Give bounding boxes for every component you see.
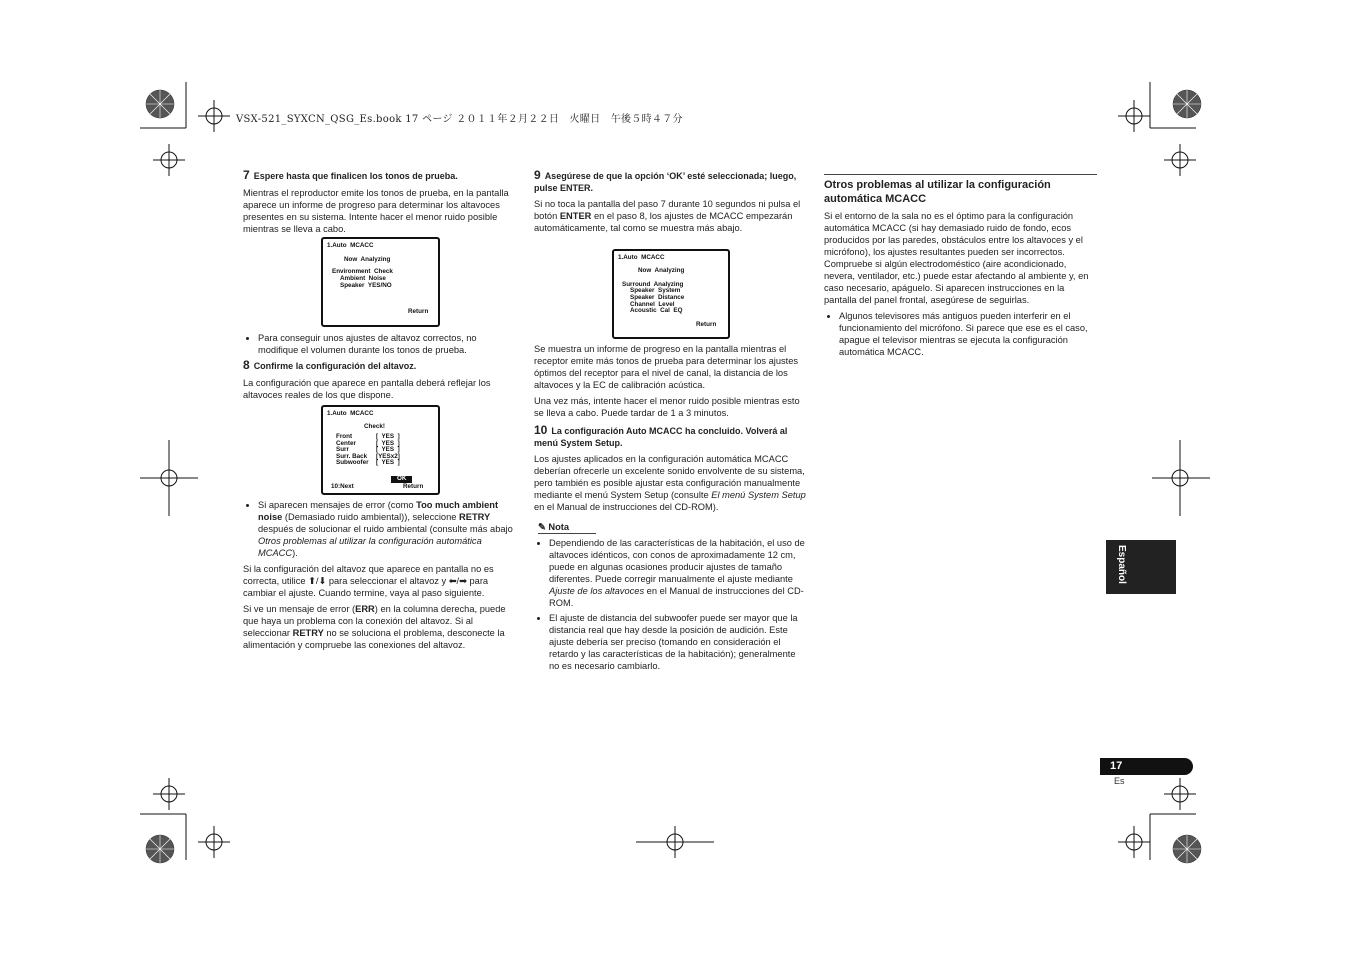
column-2-bottom (534, 343, 806, 676)
step-9-body: Si no toca la pantalla del paso 7 durante 10 segundos ni pulsa el botón ENTER en el paso 8, los ajustes de MCACC empezarán automáticamente, tal como se muestra más abajo. (534, 199, 801, 233)
section-title: Otros problemas al utilizar la configuración automática MCACC (824, 179, 1051, 205)
paragraph-progress: Se muestra un informe de progreso en la pantalla mientras el receptor emite más tonos de prueba para determinar los ajustes óptimos del receptor para el nivel de canal, la distancia de los altavoces y la EC de calibración acústica. (534, 344, 799, 390)
note-item-1: • Dependiendo de las características de la habitación, el uso de altavoces idénticos, con conos de aproximadamente 12 cm, puede en algunas ocasiones producir ajustes de tamaño diferentes. Puede corregir manualmente el ajuste mediante Ajuste de los altavoces en el Manual de instrucciones del CD-ROM. (549, 537, 806, 609)
ok-button[interactable]: OK (391, 476, 412, 483)
step-10-heading: 10 La configuración Auto MCACC ha concluido. Volverá al menú System Setup. (534, 423, 788, 448)
step-9-heading: 9 Asegúrese de que la opción ‘OK’ esté seleccionada; luego, pulse ENTER. (534, 168, 797, 193)
bullet-error-messages: • Si aparecen mensajes de error (como Too much ambient noise (Demasiado ruido ambiental)), seleccione RETRY después de solucionar el ruido ambiental (consulte más abajo Otros problemas al utilizar la configuración automática MCACC). (258, 499, 515, 559)
note-item-2: • El ajuste de distancia del subwoofer puede ser mayor que la distancia real que hay desde la posición de audición. Este ajuste debería ser preciso (tomando en consideración el retardo y las características de la habitación); generalmente no es necesario cambiarlo. (549, 612, 806, 672)
section-body: Si el entorno de la sala no es el óptimo para la configuración automática MCACC (si hay demasiado ruido de fondo, ecos producidos por las paredes, obstáculos entre los altavoces y el micrófono), los ajustes resultantes pueden ser incorrectos. Compruebe si algún electrodoméstico (aire acondicionado, nevera, ventilador, etc.) puede estar afectando al ambiente y, en caso necesario, apáguelo. Si aparecen instrucciones en la pantalla del panel frontal, asegúrese de seguirlas. (824, 211, 1089, 305)
column-2 (534, 170, 806, 238)
paragraph-noise: Una vez más, intente hacer el menor ruido posible mientras esto se lleva a cabo. Puede tardar de 1 a 3 minutos. (534, 396, 800, 418)
page-language: Es (1114, 776, 1125, 786)
step-8-heading: 8 Confirme la configuración del altavoz. (243, 358, 417, 372)
bullet-tv: • Algunos televisores más antiguos pueden interferir en el funcionamiento del micrófono. Si parece que ese es el caso, apague el televisor mientras se ejecuta la configuración automática MCACC. (839, 310, 1097, 358)
paragraph-err: Si ve un mensaje de error (ERR) en la columna derecha, puede que haya un problema con la conexión del altavoz. Si al seleccionar RETRY no se soluciona el problema, desconecte la alimentación y compruebe las conexiones del altavoz. (243, 604, 506, 650)
step-10-body: Los ajustes aplicados en la configuración automática MCACC deberían ofrecerle un excelente sonido envolvente de su sistema, pero también es posible ajustar esta configuración manualmente mediante el menú System Setup (consulte El menú System Setup en el Manual de instrucciones del CD-ROM). (534, 454, 806, 512)
step-8-body: La configuración que aparece en pantalla deberá reflejar los altavoces reales de los que dispone. (243, 377, 491, 400)
column-1-middle (243, 332, 515, 405)
screen-surround-analyzing: 1.Auto MCACC Now Analyzing Surround Analyzing Speaker System Speaker Distance Channel Level Acoustic Cal EQ Return (612, 249, 730, 339)
column-3 (824, 178, 1097, 362)
step-7-heading: 7 Espere hasta que finalicen los tonos de prueba. (243, 168, 458, 182)
paragraph-arrows: Si la configuración del altavoz que aparece en pantalla no es correcta, utilice ⬆/⬇ para seleccionar el altavoz y ⬅/➡ para cambiar el ajuste. Cuando termine, vaya al paso siguiente. (243, 564, 494, 598)
screen-now-analyzing: 1.Auto MCACC Now Analyzing Environment Check Ambient Noise Speaker YES/NO Return (321, 237, 440, 327)
step-7-body: Mientras el reproductor emite los tonos de prueba, en la pantalla aparece un informe de progreso para determinar los altavoces presentes en su sistema. Intente hacer el menor ruido posible mientras se lleva a cabo. (243, 187, 509, 234)
column-1-bottom (243, 499, 515, 655)
pencil-icon: ✎ (538, 522, 549, 532)
screen-speaker-check: 1.Auto MCACC Check! Front [ YES ] Center [ YES ] Surr [ YES ] Surr. Back [YESx2] Subwoofer [ YES ] OK 10:Next Return (321, 405, 440, 495)
note-heading: ✎ Nota (538, 521, 596, 534)
bullet-volume: • Para conseguir unos ajustes de altavoz correctos, no modifique el volumen durante los tonos de prueba. (258, 332, 515, 356)
column-1 (243, 170, 515, 239)
section-rule (824, 174, 1097, 175)
print-header: VSX-521_SYXCN_QSG_Es.book 17 ページ ２０１１年２月２２日 火曜日 午後５時４７分 (236, 114, 683, 125)
language-tab: Español (1106, 540, 1176, 594)
page-number-badge: 17 (1100, 758, 1193, 775)
